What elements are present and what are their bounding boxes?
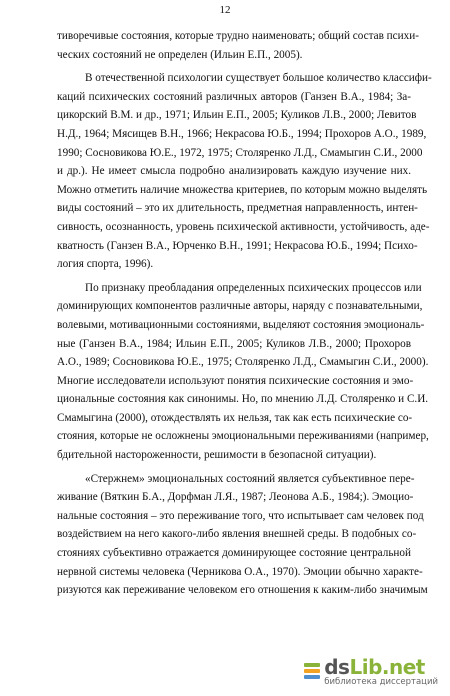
- text-line: воздействием на него какого-либо явления внешней среды. В подобных со-: [57, 528, 417, 541]
- book-bar-blue: [304, 675, 320, 679]
- paragraph: [57, 279, 429, 465]
- paragraph: [57, 27, 419, 64]
- text-line: Многие исследователи используют понятия психические состояния и эмо-: [57, 374, 414, 387]
- text-line: тиворечивые состояния, которые трудно наименовать; общий состав психи-: [57, 30, 419, 42]
- watermark-brand: [324, 654, 438, 679]
- text-line: нервной системы человека (Черникова О.А., 1970). Эмоции обычно характе-: [57, 565, 423, 578]
- text-line: кватность (Ганзен В.А., Юрченко В.Н., 1991; Некрасова Ю.Б., 1994; Психо-: [57, 239, 418, 252]
- book-bar-orange: [304, 669, 320, 673]
- text-line: и др.). Не имеет смысла подробно анализировать каждую изучение них.: [57, 165, 411, 178]
- text-line: По признаку преобладания определенных психических процессов или: [85, 281, 422, 294]
- text-line: Смамыгина (2000), отождествлять их нельзя, так как есть психические со-: [57, 411, 413, 424]
- text-line: доминирующих компонентов различные авторы, наряду с познавательными,: [57, 300, 423, 313]
- watermark-text: [324, 654, 438, 687]
- text-line: ные (Ганзен В.А., 1984; Ильин Е.П., 2005; Куликов Л.В., 2000; Прохоров: [57, 337, 411, 350]
- watermark-brand-prefix: ds: [324, 654, 350, 679]
- text-line: ческих состояний не определен (Ильин Е.П., 2005).: [57, 48, 303, 61]
- text-line: циональные состояния как синонимы. Но, по мнению Л.Д. Столяренко и С.И.: [57, 393, 429, 406]
- book-bar-green: [304, 663, 320, 667]
- text-line: живание (Вяткин Б.А., Дорфман Л.Я., 1987; Леонова А.Б., 1984;). Эмоцио-: [57, 491, 414, 504]
- text-line: каций психических состояний различных авторов (Ганзен В.А., 1984; За-: [57, 90, 411, 103]
- text-line: бдительной настороженности, решимости в безопасной ситуации).: [57, 449, 377, 462]
- paragraph: [57, 69, 432, 274]
- text-line: логия спорта, 1996).: [57, 258, 154, 271]
- paragraph: [57, 470, 428, 600]
- text-line: Можно отметить наличие множества критериев, по которым можно выделять: [57, 183, 428, 196]
- text-line: А.О., 1989; Сосновикова Ю.Е., 1975; Столяренко Л.Д., Смамыгин С.И., 2000).: [57, 356, 429, 369]
- books-icon: [304, 663, 320, 679]
- text-line: В отечественной психологии существует большое количество классифи-: [85, 72, 432, 85]
- text-line: Н.Д., 1964; Мясищев В.Н., 1966; Некрасова Ю.Б., 1994; Прохоров А.О., 1989,: [57, 127, 427, 140]
- text-line: ризуются как переживание человеком его отношения к каким-либо значимым: [57, 584, 428, 597]
- text-line: нальные состояния – это переживание того, что испытывает сам человек под: [57, 509, 424, 522]
- page-number: 12: [219, 4, 231, 16]
- text-line: сивность, осознанность, уровень психической активности, устойчивость, аде-: [57, 220, 430, 233]
- text-line: цикорский В.М. и др., 1971; Ильин Е.П., 2005; Куликов Л.В., 2000; Левитов: [57, 109, 417, 122]
- text-line: стояниях субъективно отражается доминирующее состояние центральной: [57, 547, 411, 560]
- watermark-brand-suffix: Lib.net: [349, 654, 425, 679]
- text-line: волевыми, мотивационными состояниями, выделяют состояния эмоциональ-: [57, 318, 425, 331]
- text-line: виды состояний – это их длительность, предметная направленность, интен-: [57, 202, 418, 215]
- text-line: стояния, которые не осложнены эмоциональными переживаниями (например,: [57, 430, 429, 443]
- text-line: «Стержнем» эмоциональных состояний является субъективное пере-: [85, 472, 415, 485]
- dslib-watermark: [304, 654, 438, 687]
- watermark-subtitle: библиотека диссертаций: [324, 676, 438, 687]
- text-line: 1990; Сосновикова Ю.Е., 1972, 1975; Столяренко Л.Д., Смамыгин С.И., 2000: [57, 146, 423, 159]
- document-body: [57, 27, 432, 600]
